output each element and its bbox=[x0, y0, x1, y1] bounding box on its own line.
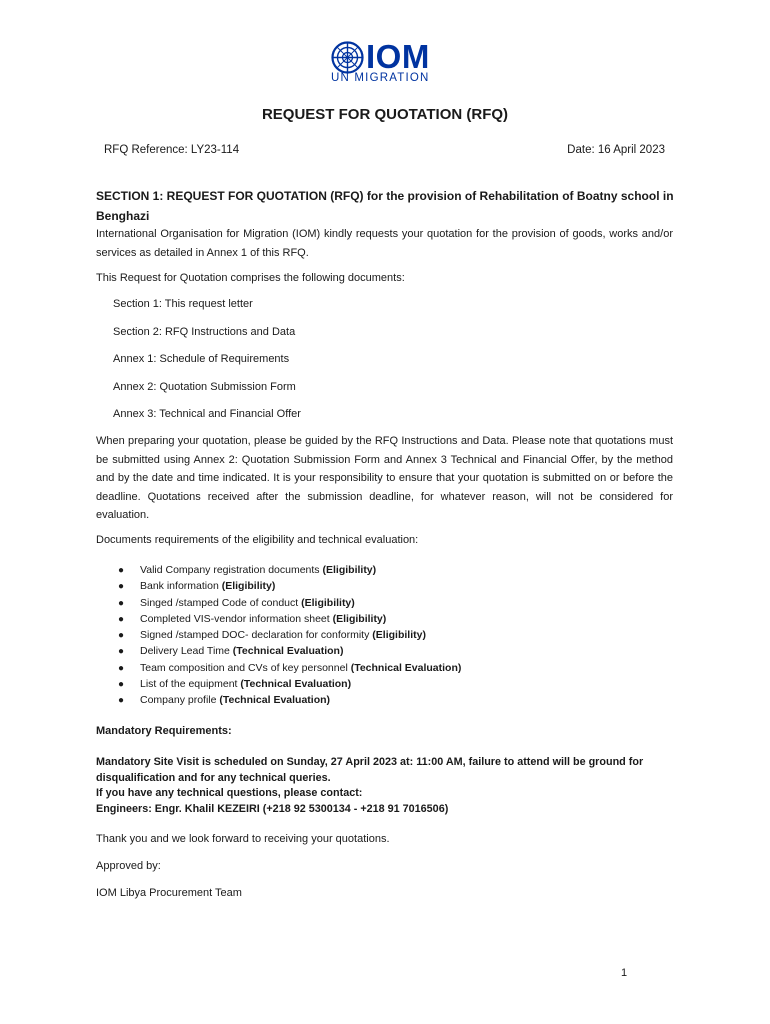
section-heading: SECTION 1: REQUEST FOR QUOTATION (RFQ) for the provision of Rehabilitation of Boatny school in Benghazi bbox=[96, 189, 674, 223]
mandatory-requirements-title: Mandatory Requirements: bbox=[96, 725, 232, 737]
thanks-line: Thank you and we look forward to receiving your quotations. bbox=[96, 833, 390, 845]
preparing-paragraph: When preparing your quotation, please be guided by the RFQ Instructions and Data. Please note that quotations must be submitted using Annex 2: Quotation Submission Form and Annex 3 Technical and Financial Offer, by the method and by the date and time indicated. It is your responsibility to ensure that your quotation is submitted on or before the deadline. Quotations received after the submission deadline, for whatever reason, will not be considered for evaluation. bbox=[96, 435, 673, 521]
list-item: Annex 1: Schedule of Requirements bbox=[113, 353, 290, 365]
requirement-tag: (Eligibility) bbox=[301, 596, 355, 609]
bullet-icon: ● bbox=[118, 695, 125, 707]
requirement-text: Company profile bbox=[140, 694, 220, 707]
logo-wordmark: IOM bbox=[366, 38, 430, 75]
requirements-list bbox=[118, 562, 461, 709]
un-emblem-icon bbox=[331, 41, 364, 74]
list-item bbox=[118, 611, 461, 627]
requirement-text: Bank information bbox=[140, 580, 222, 593]
list-item: Section 1: This request letter bbox=[113, 298, 253, 310]
page-number: 1 bbox=[621, 967, 628, 979]
document-title: REQUEST FOR QUOTATION (RFQ) bbox=[261, 106, 509, 123]
requirement-tag: (Eligibility) bbox=[372, 629, 426, 642]
approved-by-label: Approved by: bbox=[96, 860, 161, 872]
bullet-icon: ● bbox=[118, 646, 125, 658]
requirement-text: List of the equipment bbox=[140, 678, 241, 691]
list-item bbox=[118, 692, 461, 708]
bullet-icon: ● bbox=[118, 597, 125, 609]
list-item bbox=[118, 660, 461, 676]
rfq-date: Date: 16 April 2023 bbox=[567, 144, 665, 156]
docs-requirements-paragraph: Documents requirements of the eligibility and technical evaluation: bbox=[96, 534, 419, 546]
requirement-text: Team composition and CVs of key personnel bbox=[140, 661, 351, 674]
logo-subtitle: UN MIGRATION bbox=[331, 72, 430, 84]
requirement-tag: (Technical Evaluation) bbox=[350, 661, 462, 674]
requirement-tag: (Eligibility) bbox=[332, 612, 387, 625]
list-item bbox=[118, 562, 461, 578]
intro-paragraph: International Organisation for Migration (IOM) kindly requests your quotation for the provision of goods, works and/or services as detailed in Annex 1 of this RFQ. bbox=[96, 228, 673, 259]
mandatory-line: Mandatory Site Visit is scheduled on Sunday, 27 April 2023 at: 11:00 AM, failure to attend will be ground for bbox=[96, 756, 644, 768]
bullet-icon: ● bbox=[118, 581, 125, 593]
requirement-tag: (Eligibility) bbox=[322, 564, 377, 576]
rfq-documents-list bbox=[113, 297, 301, 435]
mandatory-requirements-block bbox=[96, 755, 686, 817]
requirement-text: Signed /stamped DOC- declaration for conformity bbox=[140, 629, 373, 642]
signatory-team: IOM Libya Procurement Team bbox=[96, 887, 242, 899]
mandatory-line: If you have any technical questions, please contact: bbox=[96, 787, 363, 799]
rfq-reference: RFQ Reference: LY23-114 bbox=[104, 144, 240, 156]
requirement-tag: (Technical Evaluation) bbox=[232, 645, 344, 658]
requirement-text: Delivery Lead Time bbox=[140, 645, 233, 658]
list-item: Annex 2: Quotation Submission Form bbox=[113, 380, 296, 393]
iom-logo bbox=[331, 38, 441, 85]
list-item bbox=[118, 595, 461, 611]
bullet-icon: ● bbox=[118, 565, 125, 576]
requirement-tag: (Technical Evaluation) bbox=[219, 694, 331, 707]
list-item bbox=[118, 627, 461, 643]
mandatory-line: disqualification and for any technical queries. bbox=[96, 771, 331, 784]
mandatory-line: Engineers: Engr. Khalil KEZEIRI (+218 92 5300134 - +218 91 7016506) bbox=[96, 802, 449, 815]
requirement-text: Valid Company registration documents bbox=[140, 564, 323, 576]
list-item bbox=[118, 676, 461, 692]
list-item: Annex 3: Technical and Financial Offer bbox=[113, 408, 301, 420]
bullet-icon: ● bbox=[118, 630, 125, 642]
bullet-icon: ● bbox=[118, 613, 125, 625]
bullet-icon: ● bbox=[118, 679, 125, 691]
list-item bbox=[118, 578, 461, 594]
comprises-paragraph: This Request for Quotation comprises the following documents: bbox=[96, 272, 405, 284]
bullet-icon: ● bbox=[118, 662, 125, 674]
list-item bbox=[118, 643, 461, 659]
requirement-tag: (Technical Evaluation) bbox=[240, 678, 352, 691]
requirement-text: Completed VIS-vendor information sheet bbox=[140, 612, 333, 625]
requirement-tag: (Eligibility) bbox=[221, 580, 276, 593]
requirement-text: Singed /stamped Code of conduct bbox=[140, 596, 302, 609]
list-item: Section 2: RFQ Instructions and Data bbox=[113, 325, 296, 338]
